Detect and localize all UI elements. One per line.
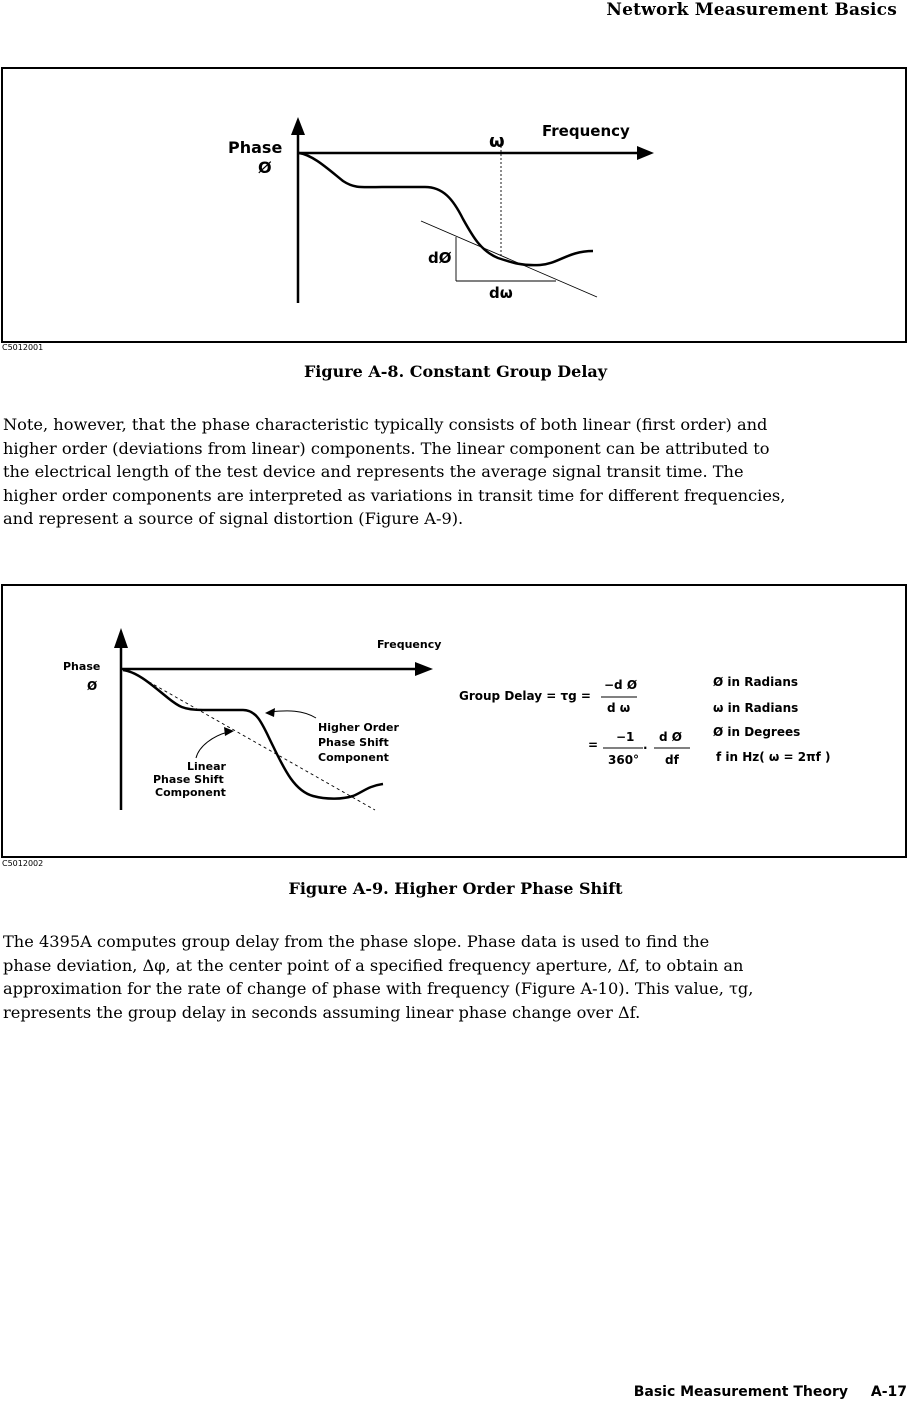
higher-order-pointer [269, 711, 316, 718]
figure-1-id: C5012001 [2, 343, 44, 352]
figure-2-caption: Figure A-9. Higher Order Phase Shift [288, 879, 623, 898]
linear-label: Linear [187, 760, 226, 773]
equation-fraction-denominator: d ω [607, 701, 631, 715]
d-phi-label: dØ [428, 249, 452, 267]
figure-2-id: C5012002 [2, 859, 44, 868]
linear-label: Component [155, 786, 226, 799]
phase-axis-arrow [291, 117, 305, 135]
footer-section-title: Basic Measurement Theory [633, 1384, 848, 1400]
paragraph-phase-characteristic [3, 413, 908, 531]
linear-pointer-arrow [224, 727, 234, 736]
phase-symbol: Ø [87, 679, 98, 693]
equation-fraction-denominator: df [665, 753, 679, 767]
group-delay-label: Group Delay = τg = [459, 689, 591, 703]
text-line: approximation for the rate of change of phase with frequency (Figure A-10). This value, τg, [3, 979, 754, 998]
text-line: phase deviation, Δφ, at the center point of a specified frequency aperture, Δf, to obtain an [3, 955, 744, 975]
unit-legend-item: ω in Radians [713, 701, 799, 715]
page-footer [634, 1384, 907, 1400]
figure-higher-order-phase-shift [1, 584, 907, 858]
phase-label: Phase [63, 660, 101, 673]
phase-axis-arrow [114, 628, 128, 648]
text-line: and represent a source of signal distortion (Figure A-9). [3, 509, 464, 528]
phase-label: Phase [228, 138, 283, 157]
text-line: the electrical length of the test device and represents the average signal transit time. The [3, 462, 744, 481]
text-line: The 4395A computes group delay from the phase slope. Phase data is used to find the [3, 932, 710, 951]
figure-2-diagram [3, 586, 909, 860]
unit-legend-item: Ø in Radians [713, 675, 799, 689]
text-line: higher order (deviations from linear) components. The linear component can be attributed to [3, 438, 770, 458]
text-line: represents the group delay in seconds assuming linear phase change over Δf. [3, 1002, 641, 1022]
unit-legend-item: Ø in Degrees [713, 725, 801, 739]
phase-symbol: Ø [258, 158, 272, 177]
higher-order-pointer-arrow [265, 708, 275, 717]
frequency-label: Frequency [377, 638, 442, 651]
linear-label: Phase Shift [153, 773, 224, 786]
higher-order-label: Phase Shift [318, 736, 389, 749]
paragraph-group-delay-computation [3, 930, 908, 1024]
higher-order-label: Higher Order [318, 721, 399, 734]
page-header: Network Measurement Basics [606, 0, 897, 20]
frequency-axis-arrow [415, 662, 433, 676]
multiply-dot: · [643, 741, 648, 755]
higher-order-label: Component [318, 751, 389, 764]
frequency-axis-arrow [637, 146, 654, 160]
equation-fraction-numerator: d Ø [659, 730, 682, 744]
equation-fraction-denominator: 360° [608, 753, 640, 767]
equation-fraction-numerator: −d Ø [604, 678, 638, 692]
omega-label: ω [489, 131, 505, 152]
text-line: higher order components are interpreted as variations in transit time for different frequencies, [3, 485, 786, 505]
page-number: A-17 [870, 1384, 907, 1400]
linear-pointer [196, 732, 228, 758]
figure-1-caption: Figure A-8. Constant Group Delay [303, 362, 608, 381]
equation-equals: = [588, 738, 599, 752]
unit-legend-item: f in Hz( ω = 2πf ) [716, 750, 831, 764]
frequency-label: Frequency [542, 122, 630, 140]
text-line: Note, however, that the phase characteristic typically consists of both linear (first order) and [3, 415, 768, 434]
figure-constant-group-delay [1, 67, 907, 343]
equation-fraction-numerator: −1 [616, 730, 635, 744]
d-omega-label: dω [489, 284, 513, 302]
figure-1-diagram [3, 69, 909, 345]
